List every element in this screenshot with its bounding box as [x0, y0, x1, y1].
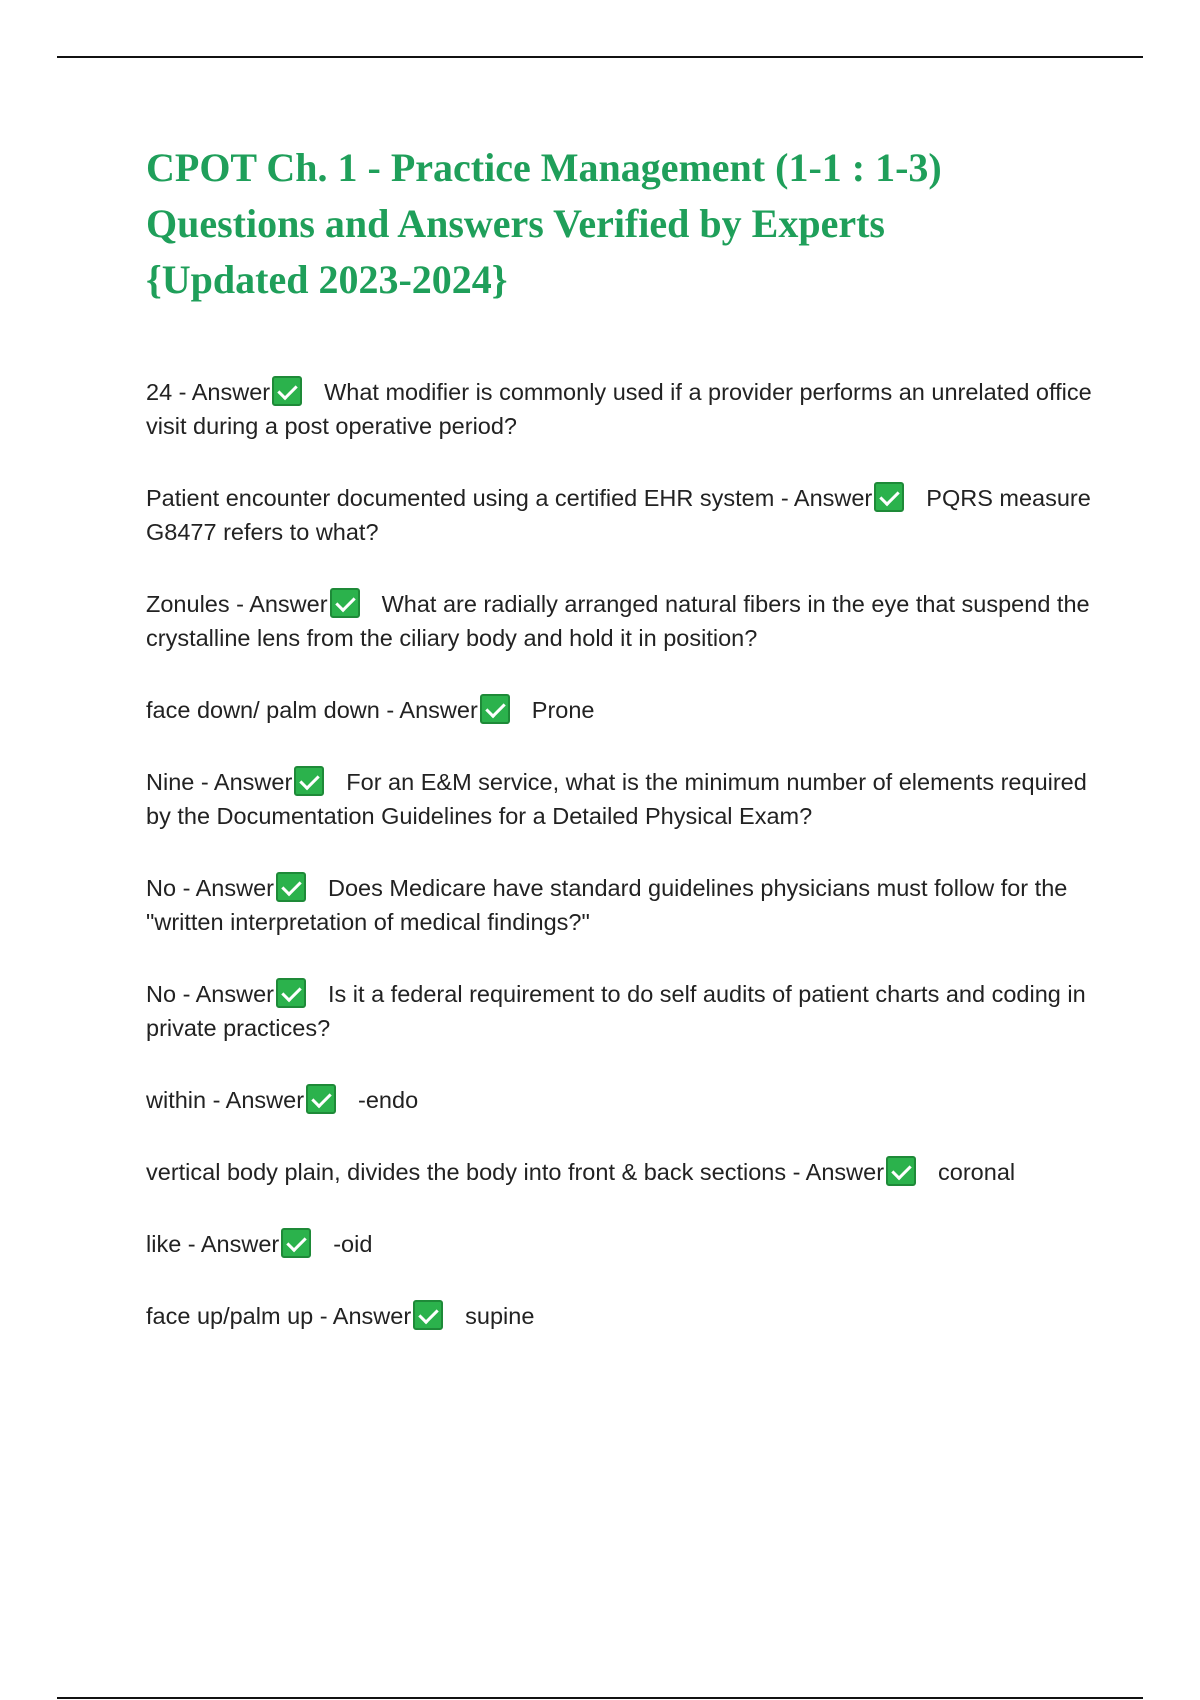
- qa-question: Is it a federal requirement to do self audits of patient charts and coding in private practices?: [146, 981, 1086, 1041]
- qa-item: [146, 693, 1106, 727]
- check-mark-icon: [874, 482, 904, 512]
- qa-item: [146, 587, 1106, 655]
- qa-question: coronal: [938, 1159, 1016, 1185]
- check-mark-icon: [276, 978, 306, 1008]
- qa-question: -endo: [358, 1087, 419, 1113]
- qa-question: What are radially arranged natural fibers in the eye that suspend the crystalline lens from the ciliary body and hold it in position?: [146, 591, 1090, 651]
- qa-question: For an E&M service, what is the minimum number of elements required by the Documentation Guidelines for a Detailed Physical Exam?: [146, 769, 1087, 829]
- check-mark-icon: [281, 1228, 311, 1258]
- qa-item: [146, 1299, 1106, 1333]
- qa-answer: within - Answer: [146, 1087, 305, 1113]
- qa-answer: Patient encounter documented using a certified EHR system - Answer: [146, 485, 873, 511]
- bottom-rule: [57, 1697, 1143, 1699]
- qa-item: [146, 977, 1106, 1045]
- check-mark-icon: [886, 1156, 916, 1186]
- qa-answer: 24 - Answer: [146, 379, 271, 405]
- qa-item: [146, 1155, 1106, 1189]
- qa-item: [146, 871, 1106, 939]
- check-mark-icon: [306, 1084, 336, 1114]
- check-mark-icon: [480, 694, 510, 724]
- title-line: Questions and Answers Verified by Experts: [146, 201, 885, 246]
- qa-item: [146, 1083, 1106, 1117]
- qa-question: Prone: [531, 697, 595, 723]
- check-mark-icon: [413, 1300, 443, 1330]
- qa-list: [146, 375, 1106, 1371]
- qa-question: Does Medicare have standard guidelines physicians must follow for the "written interpretation of medical findings?": [146, 875, 1068, 935]
- check-mark-icon: [276, 872, 306, 902]
- qa-question: supine: [465, 1303, 535, 1329]
- qa-answer: like - Answer: [146, 1231, 280, 1257]
- qa-answer: vertical body plain, divides the body into front & back sections - Answer: [146, 1159, 885, 1185]
- qa-answer: face down/ palm down - Answer: [146, 697, 478, 723]
- check-mark-icon: [330, 588, 360, 618]
- qa-question: -oid: [333, 1231, 373, 1257]
- title-line: CPOT Ch. 1 - Practice Management (1-1 : 1-3): [146, 145, 942, 190]
- top-rule: [57, 56, 1143, 58]
- qa-item: [146, 481, 1106, 549]
- check-mark-icon: [294, 766, 324, 796]
- check-mark-icon: [272, 376, 302, 406]
- qa-answer: No - Answer: [146, 875, 274, 901]
- qa-item: [146, 765, 1106, 833]
- qa-answer: face up/palm up - Answer: [146, 1303, 412, 1329]
- qa-answer: No - Answer: [146, 981, 274, 1007]
- qa-answer: Nine - Answer: [146, 769, 293, 795]
- qa-item: [146, 1227, 1106, 1261]
- title-line: {Updated 2023-2024}: [146, 257, 508, 302]
- qa-question: PQRS measure G8477 refers to what?: [146, 485, 1091, 545]
- qa-answer: Zonules - Answer: [146, 591, 328, 617]
- qa-item: [146, 375, 1106, 443]
- document-title: [146, 140, 1106, 308]
- qa-question: What modifier is commonly used if a provider performs an unrelated office visit during a post operative period?: [146, 379, 1092, 439]
